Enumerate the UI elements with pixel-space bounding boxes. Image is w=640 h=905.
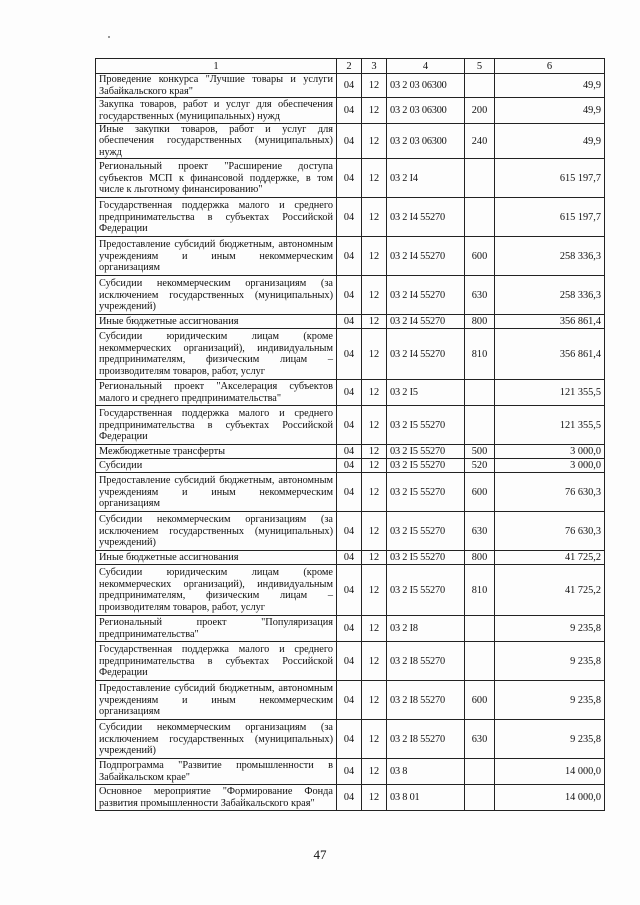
row-expense-type-cell: 520 <box>465 459 495 473</box>
row-section-cell: 04 <box>337 380 362 406</box>
row-section-cell: 04 <box>337 406 362 445</box>
row-target-code-cell: 03 2 I5 55270 <box>387 445 465 459</box>
row-expense-type-cell: 800 <box>465 551 495 565</box>
row-subsection-cell: 12 <box>362 98 387 124</box>
row-target-code-cell: 03 2 03 06300 <box>387 124 465 159</box>
row-amount-cell: 41 725,2 <box>495 565 605 616</box>
table-row <box>96 720 605 759</box>
table-row <box>96 459 605 473</box>
row-name-cell: Иные бюджетные ассигнования <box>96 551 337 565</box>
header-cell: 6 <box>495 59 605 74</box>
table-row <box>96 329 605 380</box>
row-section-cell: 04 <box>337 276 362 315</box>
row-section-cell: 04 <box>337 445 362 459</box>
row-section-cell: 04 <box>337 124 362 159</box>
header-cell: 5 <box>465 59 495 74</box>
row-name-cell: Региональный проект "Акселерация субъектов малого и среднего предпринимательства" <box>96 380 337 406</box>
table-row <box>96 74 605 98</box>
row-expense-type-cell: 810 <box>465 329 495 380</box>
row-section-cell: 04 <box>337 459 362 473</box>
row-name-cell: Основное мероприятие "Формирование Фонда развития промышленности Забайкальского края" <box>96 785 337 811</box>
table-header-row <box>96 59 605 74</box>
row-subsection-cell: 12 <box>362 473 387 512</box>
row-expense-type-cell <box>465 759 495 785</box>
table-row <box>96 551 605 565</box>
row-section-cell: 04 <box>337 74 362 98</box>
row-expense-type-cell: 200 <box>465 98 495 124</box>
row-target-code-cell: 03 2 I4 55270 <box>387 276 465 315</box>
header-cell: 3 <box>362 59 387 74</box>
row-subsection-cell: 12 <box>362 159 387 198</box>
row-section-cell: 04 <box>337 759 362 785</box>
row-name-cell: Региональный проект "Популяризация предпринимательства" <box>96 616 337 642</box>
row-subsection-cell: 12 <box>362 406 387 445</box>
row-expense-type-cell: 240 <box>465 124 495 159</box>
row-target-code-cell: 03 8 <box>387 759 465 785</box>
row-name-cell: Закупка товаров, работ и услуг для обеспечения государственных (муниципальных) нужд <box>96 98 337 124</box>
row-subsection-cell: 12 <box>362 276 387 315</box>
row-target-code-cell: 03 2 I5 55270 <box>387 551 465 565</box>
table-row <box>96 237 605 276</box>
row-expense-type-cell <box>465 380 495 406</box>
row-expense-type-cell <box>465 159 495 198</box>
row-name-cell: Предоставление субсидий бюджетным, автономным учреждениям и иным некоммерческим организациям <box>96 237 337 276</box>
row-section-cell: 04 <box>337 565 362 616</box>
row-amount-cell: 76 630,3 <box>495 512 605 551</box>
row-name-cell: Подпрограмма "Развитие промышленности в Забайкальском крае" <box>96 759 337 785</box>
row-name-cell: Межбюджетные трансферты <box>96 445 337 459</box>
row-amount-cell: 9 235,8 <box>495 642 605 681</box>
row-expense-type-cell: 630 <box>465 720 495 759</box>
row-amount-cell: 615 197,7 <box>495 198 605 237</box>
row-expense-type-cell: 800 <box>465 315 495 329</box>
row-section-cell: 04 <box>337 681 362 720</box>
row-target-code-cell: 03 2 I8 55270 <box>387 642 465 681</box>
table-row <box>96 98 605 124</box>
row-amount-cell: 258 336,3 <box>495 276 605 315</box>
row-subsection-cell: 12 <box>362 198 387 237</box>
row-section-cell: 04 <box>337 315 362 329</box>
header-cell: 4 <box>387 59 465 74</box>
table-row <box>96 445 605 459</box>
row-expense-type-cell: 630 <box>465 276 495 315</box>
row-target-code-cell: 03 2 I4 <box>387 159 465 198</box>
row-section-cell: 04 <box>337 642 362 681</box>
row-expense-type-cell <box>465 642 495 681</box>
row-amount-cell: 49,9 <box>495 98 605 124</box>
row-amount-cell: 76 630,3 <box>495 473 605 512</box>
row-expense-type-cell: 500 <box>465 445 495 459</box>
row-subsection-cell: 12 <box>362 74 387 98</box>
row-name-cell: Предоставление субсидий бюджетным, автономным учреждениям и иным некоммерческим организациям <box>96 473 337 512</box>
row-subsection-cell: 12 <box>362 445 387 459</box>
row-subsection-cell: 12 <box>362 124 387 159</box>
row-name-cell: Государственная поддержка малого и среднего предпринимательства в субъектах Российской Федерации <box>96 406 337 445</box>
row-section-cell: 04 <box>337 785 362 811</box>
row-name-cell: Субсидии юридическим лицам (кроме некоммерческих организаций), индивидуальным предпринимателям, физическим лицам – производителям товаров, работ, услуг <box>96 329 337 380</box>
row-expense-type-cell <box>465 785 495 811</box>
row-name-cell: Субсидии некоммерческим организациям (за исключением государственных (муниципальных) учреждений) <box>96 512 337 551</box>
row-amount-cell: 9 235,8 <box>495 720 605 759</box>
row-amount-cell: 9 235,8 <box>495 616 605 642</box>
table-row <box>96 512 605 551</box>
row-section-cell: 04 <box>337 473 362 512</box>
row-amount-cell: 258 336,3 <box>495 237 605 276</box>
row-subsection-cell: 12 <box>362 459 387 473</box>
row-target-code-cell: 03 2 03 06300 <box>387 98 465 124</box>
table-row <box>96 315 605 329</box>
row-subsection-cell: 12 <box>362 616 387 642</box>
row-target-code-cell: 03 2 I5 55270 <box>387 473 465 512</box>
row-amount-cell: 121 355,5 <box>495 406 605 445</box>
row-target-code-cell: 03 2 I8 55270 <box>387 681 465 720</box>
row-subsection-cell: 12 <box>362 681 387 720</box>
table-row <box>96 785 605 811</box>
table-row <box>96 473 605 512</box>
row-name-cell: Иные бюджетные ассигнования <box>96 315 337 329</box>
row-target-code-cell: 03 2 I4 55270 <box>387 315 465 329</box>
row-section-cell: 04 <box>337 512 362 551</box>
row-subsection-cell: 12 <box>362 380 387 406</box>
row-subsection-cell: 12 <box>362 642 387 681</box>
row-name-cell: Субсидии юридическим лицам (кроме некоммерческих организаций), индивидуальным предпринимателям, физическим лицам – производителям товаров, работ, услуг <box>96 565 337 616</box>
row-amount-cell: 41 725,2 <box>495 551 605 565</box>
row-subsection-cell: 12 <box>362 329 387 380</box>
row-name-cell: Субсидии некоммерческим организациям (за исключением государственных (муниципальных) учреждений) <box>96 720 337 759</box>
row-name-cell: Государственная поддержка малого и среднего предпринимательства в субъектах Российской Федерации <box>96 642 337 681</box>
page-number: 47 <box>313 847 327 862</box>
table-row <box>96 380 605 406</box>
table-row <box>96 565 605 616</box>
row-subsection-cell: 12 <box>362 720 387 759</box>
row-name-cell: Проведение конкурса "Лучшие товары и услуги Забайкальского края" <box>96 74 337 98</box>
row-target-code-cell: 03 2 I8 <box>387 616 465 642</box>
row-amount-cell: 3 000,0 <box>495 459 605 473</box>
row-section-cell: 04 <box>337 720 362 759</box>
row-target-code-cell: 03 2 I5 55270 <box>387 459 465 473</box>
row-target-code-cell: 03 2 I4 55270 <box>387 198 465 237</box>
row-expense-type-cell <box>465 74 495 98</box>
row-target-code-cell: 03 2 I5 <box>387 380 465 406</box>
row-name-cell: Предоставление субсидий бюджетным, автономным учреждениям и иным некоммерческим организациям <box>96 681 337 720</box>
row-subsection-cell: 12 <box>362 759 387 785</box>
row-name-cell: Иные закупки товаров, работ и услуг для обеспечения государственных (муниципальных) нужд <box>96 124 337 159</box>
row-subsection-cell: 12 <box>362 551 387 565</box>
row-amount-cell: 14 000,0 <box>495 785 605 811</box>
row-amount-cell: 49,9 <box>495 124 605 159</box>
row-expense-type-cell: 600 <box>465 237 495 276</box>
header-cell: 2 <box>337 59 362 74</box>
row-amount-cell: 3 000,0 <box>495 445 605 459</box>
row-expense-type-cell: 600 <box>465 681 495 720</box>
row-expense-type-cell: 600 <box>465 473 495 512</box>
row-name-cell: Государственная поддержка малого и среднего предпринимательства в субъектах Российской Федерации <box>96 198 337 237</box>
row-amount-cell: 356 861,4 <box>495 329 605 380</box>
row-subsection-cell: 12 <box>362 565 387 616</box>
row-subsection-cell: 12 <box>362 315 387 329</box>
table-row <box>96 276 605 315</box>
table-row <box>96 642 605 681</box>
row-name-cell: Региональный проект "Расширение доступа субъектов МСП к финансовой поддержке, в том числе к льготному финансированию" <box>96 159 337 198</box>
row-expense-type-cell <box>465 616 495 642</box>
row-section-cell: 04 <box>337 237 362 276</box>
row-target-code-cell: 03 2 I4 55270 <box>387 329 465 380</box>
table-row <box>96 406 605 445</box>
scan-speck <box>108 36 110 38</box>
table-row <box>96 198 605 237</box>
table-row <box>96 759 605 785</box>
row-subsection-cell: 12 <box>362 512 387 551</box>
row-amount-cell: 615 197,7 <box>495 159 605 198</box>
table-row <box>96 124 605 159</box>
row-section-cell: 04 <box>337 551 362 565</box>
row-name-cell: Субсидии некоммерческим организациям (за исключением государственных (муниципальных) учреждений) <box>96 276 337 315</box>
row-section-cell: 04 <box>337 616 362 642</box>
table-row <box>96 616 605 642</box>
row-expense-type-cell <box>465 406 495 445</box>
row-amount-cell: 14 000,0 <box>495 759 605 785</box>
row-target-code-cell: 03 8 01 <box>387 785 465 811</box>
row-target-code-cell: 03 2 I8 55270 <box>387 720 465 759</box>
row-target-code-cell: 03 2 I5 55270 <box>387 512 465 551</box>
row-target-code-cell: 03 2 03 06300 <box>387 74 465 98</box>
row-expense-type-cell: 630 <box>465 512 495 551</box>
row-amount-cell: 9 235,8 <box>495 681 605 720</box>
row-amount-cell: 121 355,5 <box>495 380 605 406</box>
row-target-code-cell: 03 2 I5 55270 <box>387 565 465 616</box>
table-body <box>96 74 605 811</box>
row-target-code-cell: 03 2 I4 55270 <box>387 237 465 276</box>
row-subsection-cell: 12 <box>362 785 387 811</box>
budget-table <box>95 58 605 811</box>
row-section-cell: 04 <box>337 98 362 124</box>
row-section-cell: 04 <box>337 159 362 198</box>
table-row <box>96 681 605 720</box>
row-subsection-cell: 12 <box>362 237 387 276</box>
row-target-code-cell: 03 2 I5 55270 <box>387 406 465 445</box>
row-amount-cell: 49,9 <box>495 74 605 98</box>
table-row <box>96 159 605 198</box>
row-section-cell: 04 <box>337 198 362 237</box>
row-expense-type-cell <box>465 198 495 237</box>
row-name-cell: Субсидии <box>96 459 337 473</box>
header-cell: 1 <box>96 59 337 74</box>
row-section-cell: 04 <box>337 329 362 380</box>
row-amount-cell: 356 861,4 <box>495 315 605 329</box>
row-expense-type-cell: 810 <box>465 565 495 616</box>
